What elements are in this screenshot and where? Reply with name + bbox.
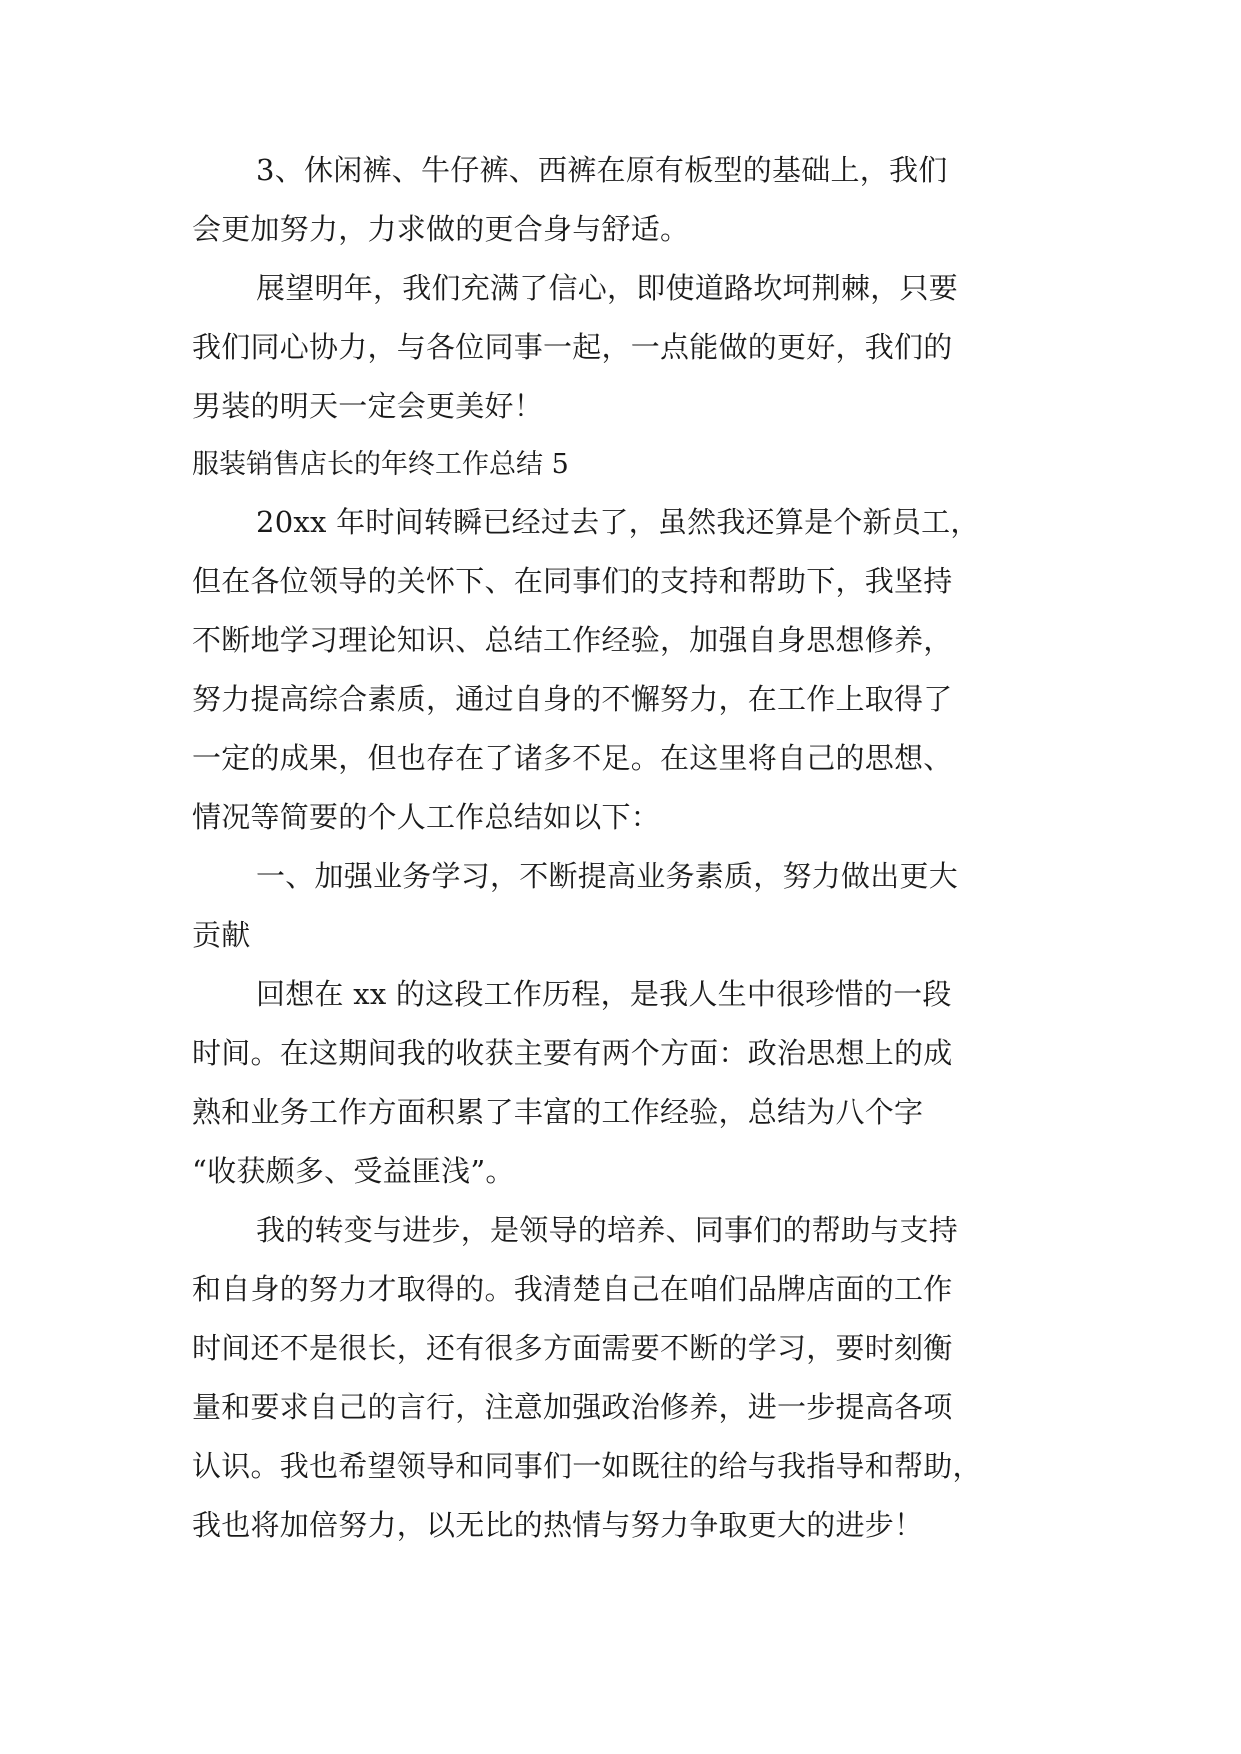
section-heading <box>192 451 1057 508</box>
text-line: “收获颇多、受益匪浅”。 <box>192 1154 515 1188</box>
text-line: 我也将加倍努力，以无比的热情与努力争取更大的进步！ <box>192 1508 924 1542</box>
text-line: 我们同心协力，与各位同事一起，一点能做的更好，我们的 <box>192 330 953 364</box>
text-line: 一定的成果，但也存在了诸多不足。在这里将自己的思想、 <box>192 741 953 775</box>
text-line: 男装的明天一定会更美好！ <box>192 389 544 423</box>
paragraph <box>192 153 1057 274</box>
text-line: 贡献 <box>192 918 251 952</box>
text-line: 但在各位领导的关怀下、在同事们的支持和帮助下，我坚持 <box>192 564 953 598</box>
text-line: 我的转变与进步，是领导的培养、同事们的帮助与支持 <box>256 1213 959 1247</box>
text-line: 时间。在这期间我的收获主要有两个方面：政治思想上的成 <box>192 1036 953 1070</box>
text-line: 一、加强业务学习，不断提高业务素质，努力做出更大 <box>256 859 959 893</box>
heading-text: 服装销售店长的年终工作总结 5 <box>192 449 569 480</box>
text-line: 努力提高综合素质，通过自身的不懈努力，在工作上取得了 <box>192 682 953 716</box>
paragraph <box>192 505 1057 862</box>
text-line: 情况等简要的个人工作总结如以下： <box>192 800 661 834</box>
paragraph <box>192 977 1057 1216</box>
text-line: 20xx 年时间转瞬已经过去了，虽然我还算是个新员工， <box>256 505 980 539</box>
text-line: 认识。我也希望领导和同事们一如既往的给与我指导和帮助， <box>192 1449 982 1483</box>
text-line: 和自身的努力才取得的。我清楚自己在咱们品牌店面的工作 <box>192 1272 953 1306</box>
paragraph <box>192 271 1057 451</box>
paragraph <box>192 1213 1057 1570</box>
text-line: 量和要求自己的言行，注意加强政治修养，进一步提高各项 <box>192 1390 953 1424</box>
text-line: 会更加努力，力求做的更合身与舒适。 <box>192 212 690 246</box>
document-body <box>192 153 1057 1570</box>
text-line: 3、休闲裤、牛仔裤、西裤在原有板型的基础上，我们 <box>256 153 948 187</box>
paragraph <box>192 859 1057 980</box>
text-line: 熟和业务工作方面积累了丰富的工作经验，总结为八个字 <box>192 1095 924 1129</box>
text-line: 回想在 xx 的这段工作历程，是我人生中很珍惜的一段 <box>256 977 952 1011</box>
text-line: 不断地学习理论知识、总结工作经验，加强自身思想修养， <box>192 623 953 657</box>
text-line: 展望明年，我们充满了信心，即使道路坎坷荆棘，只要 <box>256 271 959 305</box>
text-line: 时间还不是很长，还有很多方面需要不断的学习，要时刻衡 <box>192 1331 953 1365</box>
